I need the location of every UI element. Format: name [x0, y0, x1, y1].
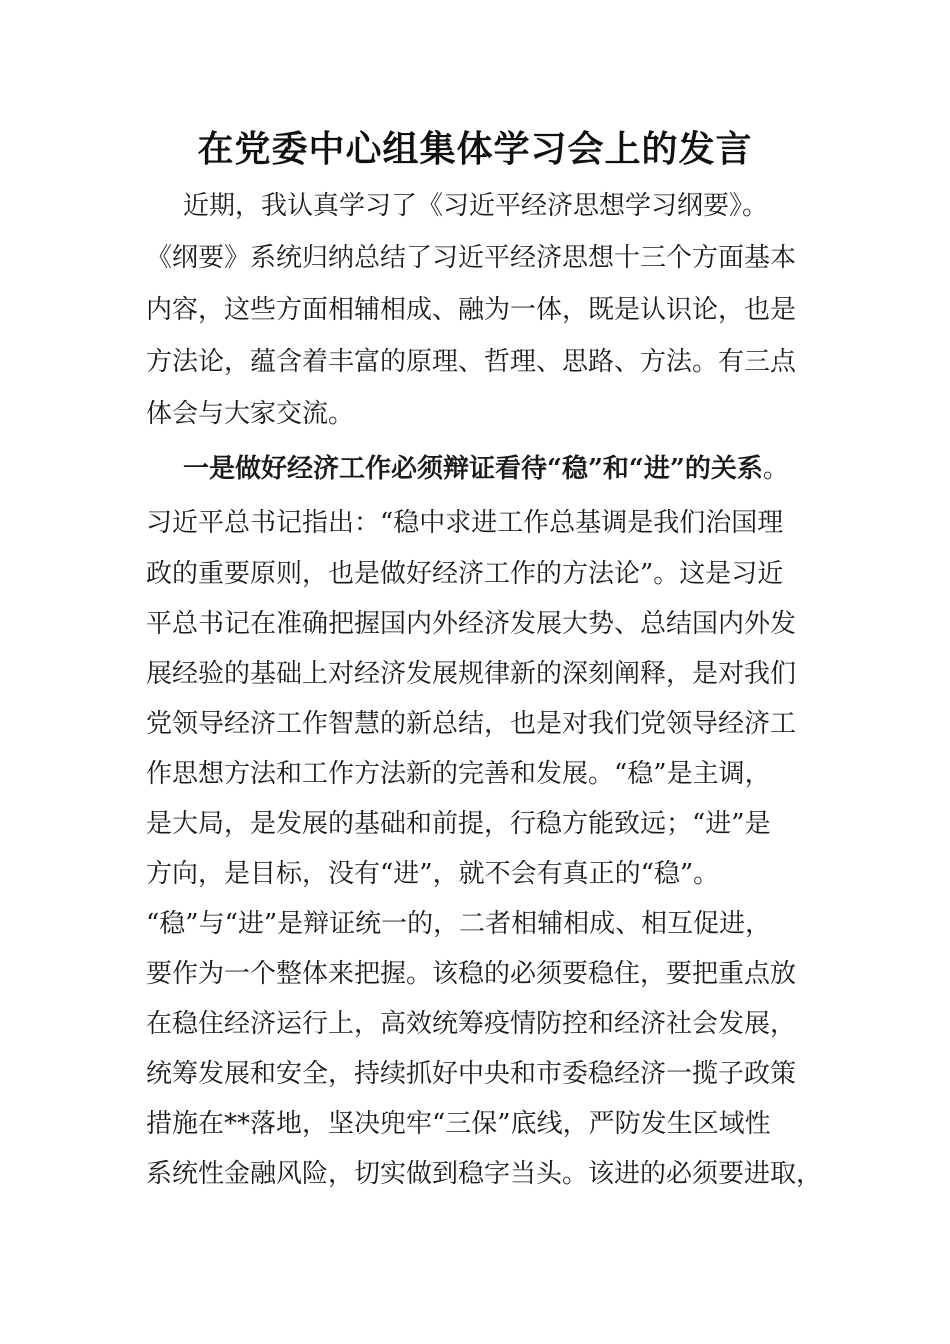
paragraph-line: 统筹发展和安全，持续抓好中央和市委稳经济一揽子政策	[146, 1059, 797, 1089]
paragraph-line: 体会与大家交流。	[146, 399, 355, 429]
paragraph-line: 方法论，蕴含着丰富的原理、哲理、思路、方法。有三点	[146, 347, 797, 377]
paragraph-line: “稳”与“进”是辩证统一的，二者相辅相成、相互促进，	[146, 909, 772, 939]
paragraph-line: 作思想方法和工作方法新的完善和发展。“稳”是主调，	[146, 759, 771, 789]
document-title: 在党委中心组集体学习会上的发言	[197, 128, 753, 170]
paragraph-line: 近期，我认真学习了《习近平经济思想学习纲要》。	[183, 191, 769, 221]
paragraph-line: 《纲要》系统归纳总结了习近平经济思想十三个方面基本	[146, 243, 797, 273]
paragraph-line: 党领导经济工作智慧的新总结，也是对我们党领导经济工	[146, 709, 797, 739]
section-heading-line	[183, 452, 843, 486]
heading-punctuation: 。	[762, 454, 789, 484]
paragraph-line: 措施在**落地，坚决兜牢“三保”底线，严防发生区域性	[146, 1109, 771, 1139]
section-heading: 一是做好经济工作必须辩证看待“稳”和“进”的关系	[183, 454, 763, 484]
paragraph-line: 平总书记在准确把握国内外经济发展大势、总结国内外发	[146, 609, 797, 639]
paragraph-line: 系统性金融风险，切实做到稳字当头。该进的必须要进取，	[146, 1159, 823, 1189]
paragraph-line: 要作为一个整体来把握。该稳的必须要稳住，要把重点放	[146, 959, 797, 989]
paragraph-line: 是大局，是发展的基础和前提，行稳方能致远；“进”是	[146, 809, 771, 839]
paragraph-line: 在稳住经济运行上，高效统筹疫情防控和经济社会发展，	[146, 1009, 797, 1039]
paragraph-line: 习近平总书记指出：“稳中求进工作总基调是我们治国理	[146, 508, 784, 538]
paragraph-line: 方向，是目标，没有“进”，就不会有真正的“稳”。	[146, 859, 720, 889]
paragraph-line: 展经验的基础上对经济发展规律新的深刻阐释，是对我们	[146, 659, 797, 689]
paragraph-line: 政的重要原则，也是做好经济工作的方法论”。这是习近	[146, 559, 784, 589]
paragraph-line: 内容，这些方面相辅相成、融为一体，既是认识论，也是	[146, 295, 797, 325]
